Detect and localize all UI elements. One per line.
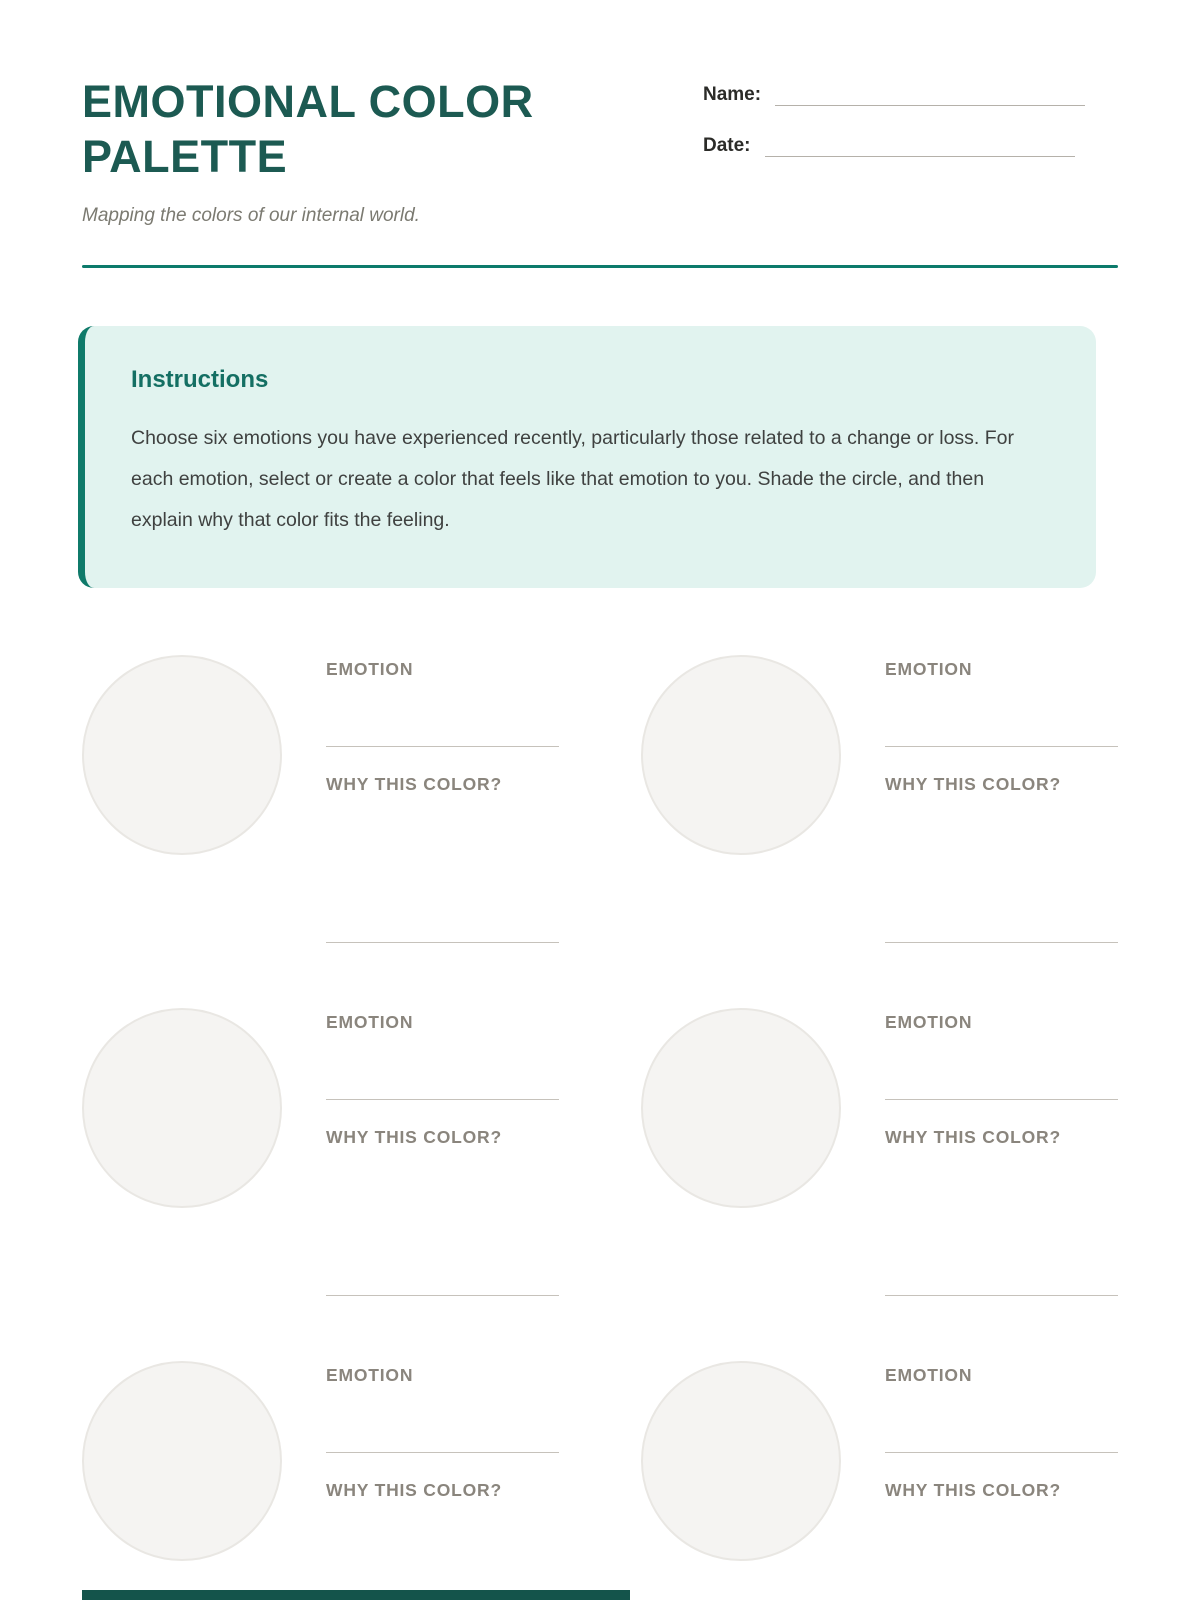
instructions-heading: Instructions (131, 365, 269, 393)
cell-fields (326, 1005, 559, 1296)
emotion-write-line (885, 1099, 1118, 1100)
emotion-write-line (885, 1452, 1118, 1453)
color-circle (82, 655, 282, 855)
cell-fields (326, 1358, 559, 1600)
color-circle (641, 1361, 841, 1561)
date-label: Date: (703, 135, 751, 156)
emotion-grid (82, 652, 1118, 1600)
emotion-write-line (326, 746, 559, 747)
name-date-block (703, 82, 1103, 184)
color-circle (82, 1008, 282, 1208)
emotion-cell-6 (641, 1358, 1118, 1600)
emotion-cell-5 (82, 1358, 559, 1600)
header-divider (82, 265, 1118, 268)
why-label: WHY THIS COLOR? (885, 1479, 1061, 1500)
cell-fields (885, 1358, 1118, 1600)
why-write-line (326, 1295, 559, 1296)
name-row (703, 82, 1103, 106)
why-label: WHY THIS COLOR? (885, 1126, 1061, 1147)
footer-bar (82, 1590, 630, 1600)
emotion-label: EMOTION (885, 658, 973, 679)
color-circle (641, 655, 841, 855)
cell-fields (326, 652, 559, 943)
emotion-label: EMOTION (326, 658, 414, 679)
cell-fields (885, 1005, 1118, 1296)
why-label: WHY THIS COLOR? (326, 1479, 502, 1500)
page-title: EMOTIONAL COLOR PALETTE (82, 76, 534, 182)
color-circle (82, 1361, 282, 1561)
why-label: WHY THIS COLOR? (326, 1126, 502, 1147)
instructions-box (78, 326, 1096, 588)
date-row (703, 133, 1103, 157)
emotion-cell-1 (82, 652, 559, 943)
why-label: WHY THIS COLOR? (326, 773, 502, 794)
why-write-line (326, 942, 559, 943)
color-circle (641, 1008, 841, 1208)
why-write-line (885, 1295, 1118, 1296)
emotion-write-line (885, 746, 1118, 747)
emotion-write-line (326, 1099, 559, 1100)
emotion-label: EMOTION (326, 1364, 414, 1385)
date-write-line (765, 133, 1075, 157)
emotion-label: EMOTION (885, 1011, 973, 1032)
emotion-label: EMOTION (885, 1364, 973, 1385)
emotion-cell-2 (641, 652, 1118, 943)
emotion-cell-4 (641, 1005, 1118, 1296)
header (0, 0, 1200, 227)
emotion-write-line (326, 1452, 559, 1453)
why-write-line (885, 942, 1118, 943)
instructions-body: Choose six emotions you have experienced recently, particularly those related to a change or loss. For each emotion, select or create a color that feels like that emotion to you. Shade the circle, and then explain why that color fits the feeling. (131, 426, 1015, 532)
name-label: Name: (703, 84, 762, 105)
emotion-label: EMOTION (326, 1011, 414, 1032)
why-label: WHY THIS COLOR? (885, 773, 1061, 794)
name-write-line (775, 82, 1085, 106)
cell-fields (885, 652, 1118, 943)
emotion-cell-3 (82, 1005, 559, 1296)
page-subtitle: Mapping the colors of our internal world. (82, 204, 420, 226)
